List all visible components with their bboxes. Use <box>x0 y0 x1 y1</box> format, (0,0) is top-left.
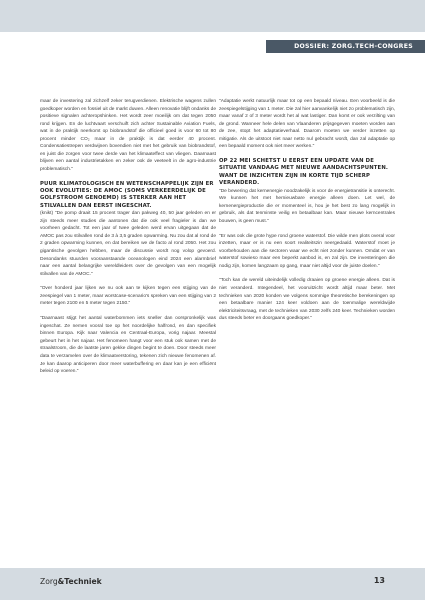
page-number: 13 <box>373 576 385 585</box>
left-column <box>40 98 216 383</box>
right-column <box>219 98 395 330</box>
section-tag <box>266 40 425 53</box>
left-paragraph-2: (knikt) "De pomp draait 15 procent trager dan pakweg 40, 50 jaar geleden en er zijn steeds meer studies die aantonen dat die ook veel fragieler is dan we voorheen gedacht. Tot een jaar of twee geleden werd ervan uitgegaan dat de AMOC pas zou stilvallen rond de 3 à 3,5 graden opwarming. Nu zou dat al rond de 2 graden opwarming kunnen, en dat bereiken we de facto al rond 2050. Het zou gigantische gevolgen hebben, maar de discussie wordt nog volop gevoerd. Desondanks stuurden vooraanstaande oceanologen eind 2024 een alarmbrief naar een aantal belangrijke wereldleiders over de gevolgen van een mogelijk stilvallen van de AMOC." <box>40 211 216 277</box>
right-paragraph-3: "Er was ook die grote hype rond groene waterstof. Die wilde men plots overal voor inzetten, maar er is nu een soort realiteitszin neergedaald. Waterstof moet je voorbehouden aan die sectoren waar we echt niet zonder kunnen. Omdat er van waterstof sowieso maar een beperkt aanbod is, en zal zijn. De investeringen die nodig zijn, komen langzaam op gang, maar niet altijd voor de juiste doelen." <box>219 233 395 269</box>
magazine-logo <box>40 577 102 586</box>
right-paragraph-4: "Toch kan de wereld uiteindelijk volledig draaien op groene energie alleen. Dat is niet veranderd. Integendeel, het vooruitzicht wordt altijd maar beter. Met technieken van 2020 konden we volgens sommige theoretische berekeningen op een betaalbare manier 124 keer voldoen aan de toenmalige wereldwijde elektriciteitsvraag, met de technieken van 2030 zelfs 240 keer. Technieken worden dus steeds beter en doorgaans goedkoper." <box>219 278 395 322</box>
right-paragraph-1: "Adaptatie werkt natuurlijk maar tot op een bepaald niveau. Een voorbeeld is die zeespiegelstijging van 1 meter. Die zal hier aanvankelijk niet zo problematisch zijn, maar vanaf 2 of 3 meter wordt het al wat lastiger. Dan komt er ook verzilting van de grond. Wanneer hele delen van Vlaanderen prijsgegeven moeten worden aan de zee, stopt het adaptatieverhaal. Daarom moeten we verder inzetten op mitigatie. Als de uitstoot niet naar netto nul gebracht wordt, dan zal adaptatie op een bepaald moment ook niet meer werken." <box>219 99 395 150</box>
left-paragraph-4: "Daarnaast stijgt het aantal waterbommen iets sneller dan oorspronkelijk was ingeschat. Ze nemen vooral toe op het noordelijke halfrond, en dan specifiek binnen Europa. Kijk naar Valencia en Centraal-Europa, vorig najaar. Meestal gebeurt het in het najaar. Het fenomeen hangt voor een stuk ook samen met de straalstroom, die de laatste jaren gekke dingen begint te doen. Door steeds meer data te verzamelen over de klimaatverstoring, tekenen zich nieuwe fenomenen af. Je kan daarop anticiperen door meer waterbuffering en daar kan je een efficiënt beleid op voeren." <box>40 316 216 375</box>
footer <box>0 568 425 600</box>
section-tag-label: DOSSIER: ZORG.TECH-CONGRES <box>294 43 413 50</box>
left-subheading: PUUR KLIMATOLOGISCH EN WETENSCHAPPELIJK ZIJN ER OOK EVOLUTIES: DE AMOC (SOMS VERKEERDELIJK DE GOLFSTROOM GENOEMD) IS STERKER AAN HET STILVALLEN DAN EERST INGESCHAT. <box>40 180 214 209</box>
right-subheading: OP 22 MEI SCHETST U EERST EEN UPDATE VAN DE SITUATIE VANDAAG MET NIEUWE AANDACHTSPUNTEN. WANT DE INZICHTEN ZIJN IN KORTE TIJD SCHERP VERANDERD. <box>219 158 389 187</box>
right-paragraph-2: "De bewering dat kernenergie noodzakelijk is voor de energietransitie is onterecht. We kunnen het met hernieuwbare energie alleen doen. Let wel, de kernenergieproductie die er momenteel is, hou je het best zo lang mogelijk in gebruik, als dat tenminste veilig en betaalbaar kan. Maar nieuwe kerncentrales bouwen, is geen must." <box>219 188 395 224</box>
top-band <box>0 0 425 32</box>
logo-part-techniek: &Techniek <box>57 577 102 586</box>
logo-part-zorg: Zorg <box>40 577 58 586</box>
left-paragraph-3: "Over honderd jaar lijken we nu ook aan te kijken tegen een stijging van de zeespiegel van 1 meter, maar worstcase-scenario's spreken van een stijging van 2 meter tegen 2100 en 5 meter tegen 2150." <box>40 286 216 307</box>
left-paragraph-1: maar de investering zal zichzelf zeker terugverdienen. Elektrische wagens zullen goedkoper worden en fossiel uit de markt duwen. Alleen renovatie blijft ondanks de positieve signalen achteropshinken. Het wordt zeer moeilijk om dat tegen 2050 rond krijgen. En de luchtvaart verschuift zich achter Sustainable Aviation Fuels, wat in de praktijk neerkomt op biobrandstof die officieel goed is voor 60 tot 80 procent minder CO₂ maar in de praktijk is dat eerder 40 procent. Condensatiestrepen verdwijnen bovendien niet met het gebruik van biobrandstof, en juist die zorgen voor twee derde van het klimaateffect van vliegen. Daarnaast blijven een aantal industrietakken en zeker ook de veeteelt in de agro-industrie problematisch." <box>40 99 216 172</box>
